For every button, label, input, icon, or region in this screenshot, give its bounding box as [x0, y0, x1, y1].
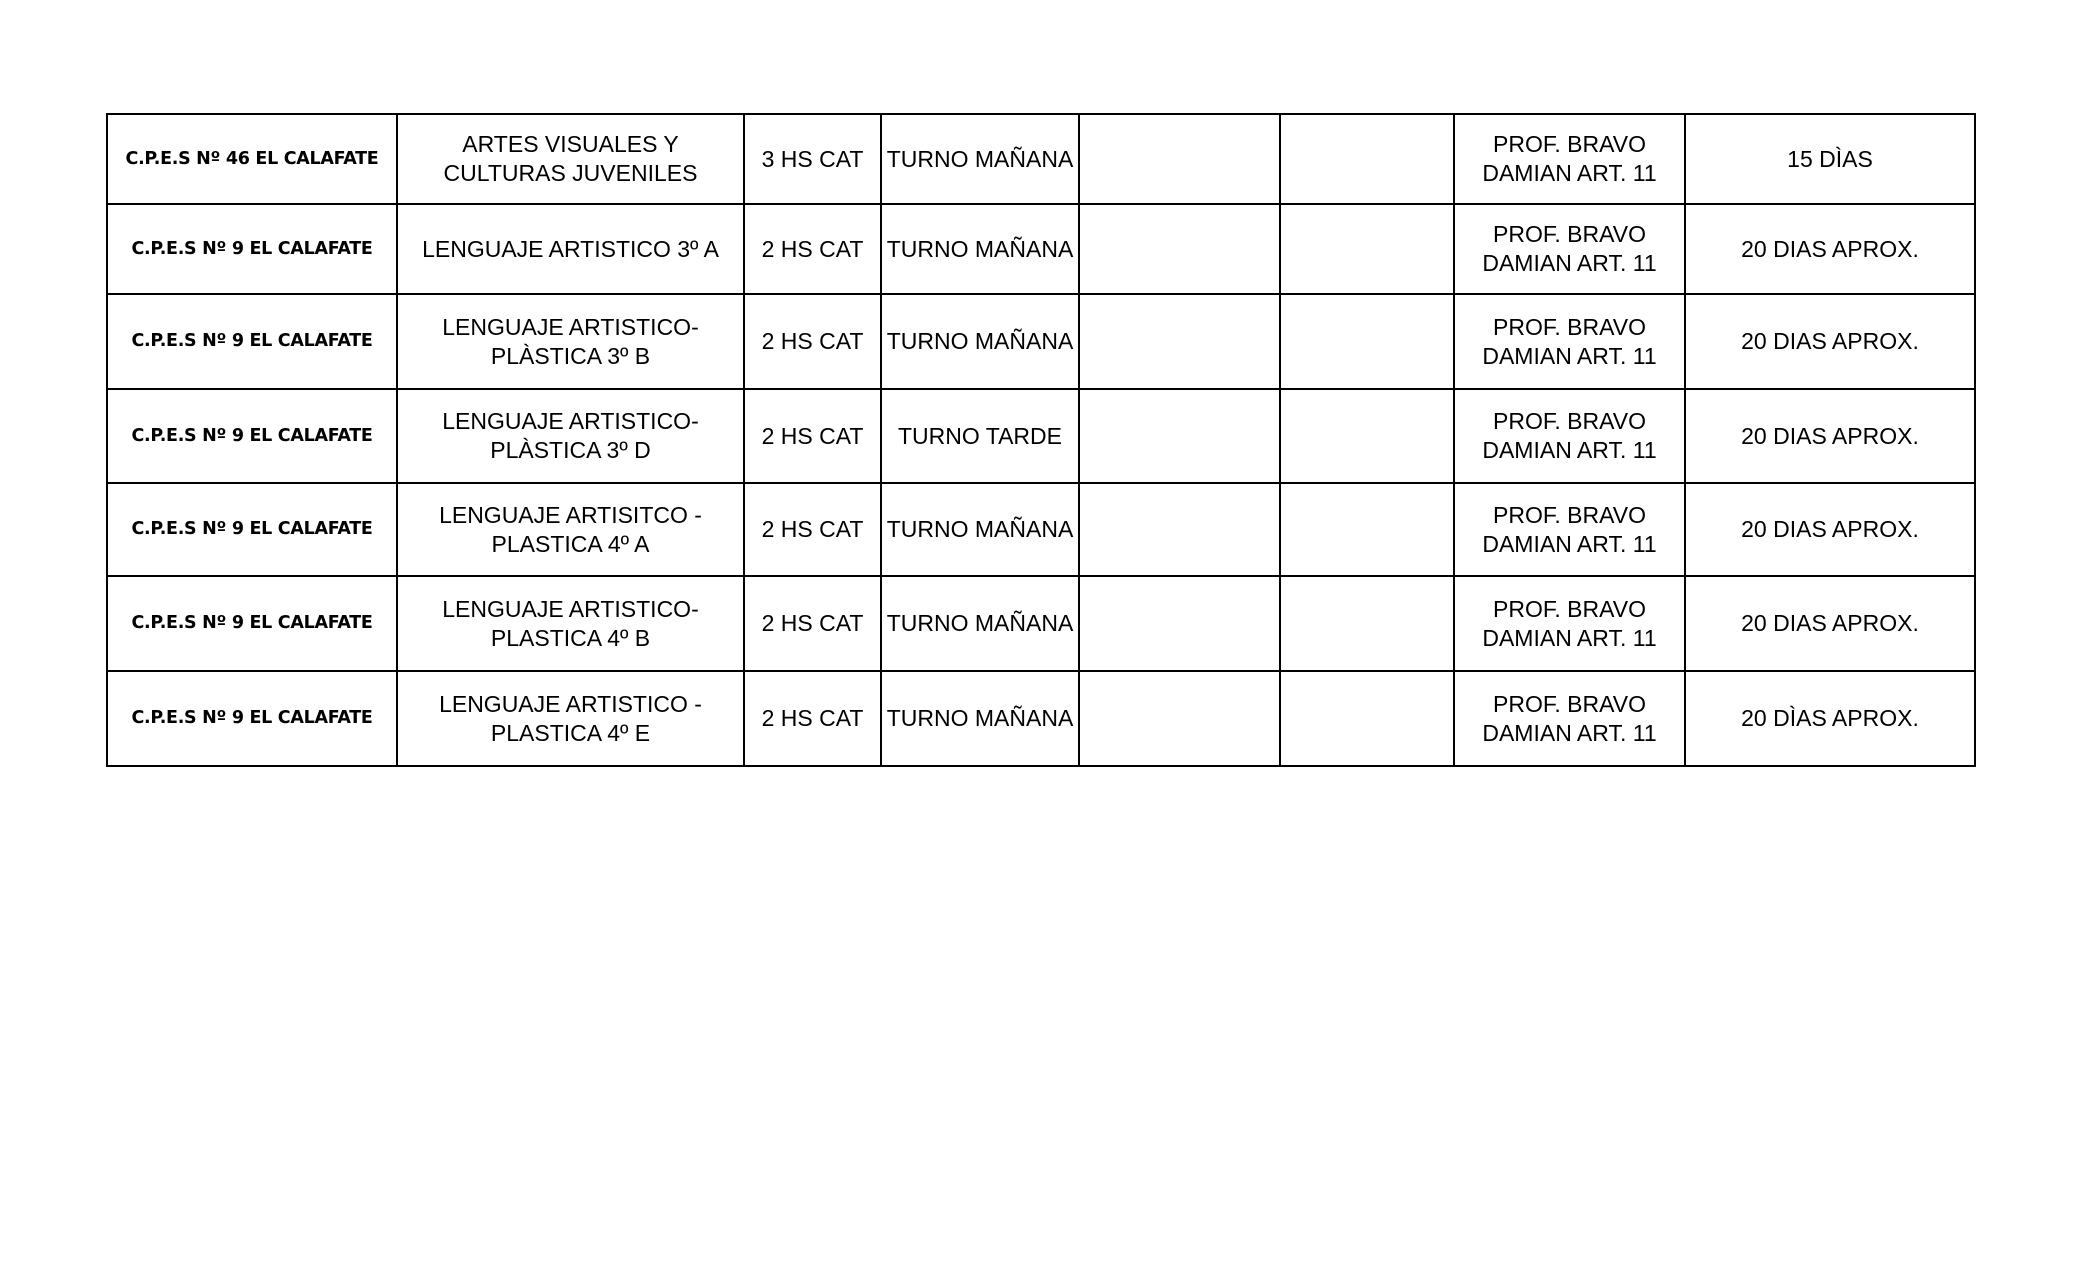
subject-cell: ARTES VISUALES Y CULTURAS JUVENILES [397, 114, 744, 204]
teacher-cell: PROF. BRAVO DAMIAN ART. 11 [1454, 114, 1685, 204]
empty-cell [1079, 576, 1280, 671]
teacher-cell: PROF. BRAVO DAMIAN ART. 11 [1454, 483, 1685, 576]
shift-cell: TURNO MAÑANA [881, 576, 1079, 671]
duration-cell: 20 DIAS APROX. [1685, 483, 1975, 576]
teacher-cell: PROF. BRAVO DAMIAN ART. 11 [1454, 204, 1685, 294]
hours-cell: 2 HS CAT [744, 576, 881, 671]
hours-cell: 2 HS CAT [744, 483, 881, 576]
table-row [107, 483, 1975, 576]
table-row [107, 389, 1975, 483]
hours-cell: 2 HS CAT [744, 204, 881, 294]
school-cell: C.P.E.S Nº 46 EL CALAFATE [107, 114, 397, 204]
shift-cell: TURNO MAÑANA [881, 204, 1079, 294]
subject-cell: LENGUAJE ARTISTICO - PLASTICA 4º E [397, 671, 744, 766]
empty-cell [1079, 114, 1280, 204]
duration-cell: 15 DÌAS [1685, 114, 1975, 204]
subject-cell: LENGUAJE ARTISITCO - PLASTICA 4º A [397, 483, 744, 576]
hours-cell: 2 HS CAT [744, 294, 881, 389]
duration-cell: 20 DIAS APROX. [1685, 204, 1975, 294]
schedule-table [106, 113, 1976, 767]
shift-cell: TURNO MAÑANA [881, 114, 1079, 204]
schedule-table-body [107, 114, 1975, 766]
subject-cell: LENGUAJE ARTISTICO- PLASTICA 4º B [397, 576, 744, 671]
empty-cell [1079, 483, 1280, 576]
empty-cell [1280, 576, 1454, 671]
subject-cell: LENGUAJE ARTISTICO 3º A [397, 204, 744, 294]
empty-cell [1079, 294, 1280, 389]
school-cell: C.P.E.S Nº 9 EL CALAFATE [107, 294, 397, 389]
table-row [107, 576, 1975, 671]
school-cell: C.P.E.S Nº 9 EL CALAFATE [107, 671, 397, 766]
table-row [107, 114, 1975, 204]
table-row [107, 294, 1975, 389]
table-row [107, 671, 1975, 766]
empty-cell [1280, 671, 1454, 766]
teacher-cell: PROF. BRAVO DAMIAN ART. 11 [1454, 389, 1685, 483]
empty-cell [1280, 389, 1454, 483]
hours-cell: 2 HS CAT [744, 389, 881, 483]
school-cell: C.P.E.S Nº 9 EL CALAFATE [107, 389, 397, 483]
school-cell: C.P.E.S Nº 9 EL CALAFATE [107, 576, 397, 671]
teacher-cell: PROF. BRAVO DAMIAN ART. 11 [1454, 576, 1685, 671]
empty-cell [1280, 204, 1454, 294]
empty-cell [1079, 389, 1280, 483]
shift-cell: TURNO MAÑANA [881, 483, 1079, 576]
hours-cell: 2 HS CAT [744, 671, 881, 766]
subject-cell: LENGUAJE ARTISTICO- PLÀSTICA 3º D [397, 389, 744, 483]
teacher-cell: PROF. BRAVO DAMIAN ART. 11 [1454, 294, 1685, 389]
school-cell: C.P.E.S Nº 9 EL CALAFATE [107, 204, 397, 294]
table-row [107, 204, 1975, 294]
empty-cell [1280, 294, 1454, 389]
duration-cell: 20 DIAS APROX. [1685, 294, 1975, 389]
hours-cell: 3 HS CAT [744, 114, 881, 204]
duration-cell: 20 DIAS APROX. [1685, 389, 1975, 483]
shift-cell: TURNO MAÑANA [881, 671, 1079, 766]
shift-cell: TURNO MAÑANA [881, 294, 1079, 389]
duration-cell: 20 DÌAS APROX. [1685, 671, 1975, 766]
shift-cell: TURNO TARDE [881, 389, 1079, 483]
school-cell: C.P.E.S Nº 9 EL CALAFATE [107, 483, 397, 576]
duration-cell: 20 DIAS APROX. [1685, 576, 1975, 671]
subject-cell: LENGUAJE ARTISTICO- PLÀSTICA 3º B [397, 294, 744, 389]
teacher-cell: PROF. BRAVO DAMIAN ART. 11 [1454, 671, 1685, 766]
empty-cell [1280, 483, 1454, 576]
empty-cell [1280, 114, 1454, 204]
empty-cell [1079, 204, 1280, 294]
empty-cell [1079, 671, 1280, 766]
